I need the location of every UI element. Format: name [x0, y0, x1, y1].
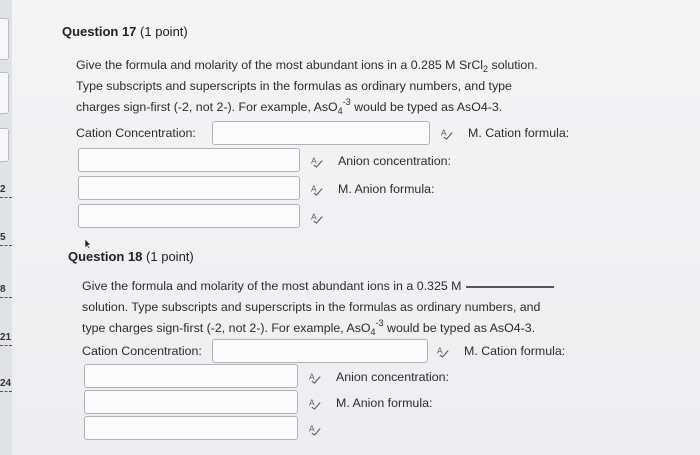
anion-formula-label: M. Anion formula: [336, 396, 433, 410]
svg-text:A: A [310, 211, 317, 222]
question-title-text: Question 18 [68, 249, 143, 264]
svg-text:A: A [308, 423, 315, 434]
anion-formula-label: M. Anion formula: [338, 182, 435, 196]
question-17-title [62, 24, 188, 39]
cation-concentration-label: Cation Concentration: [76, 126, 196, 140]
spellcheck-icon[interactable] [308, 423, 322, 437]
question-17-text: Give the formula and molarity of the most abundant ions in a 0.285 M SrCl$_2$ solution. Type subscripts and superscripts in the formulas as ordinary numbers, and type charges sign-first (-2, not 2-). For example, AsO$_4^{-3}$ would be typed as AsO4-3. [76, 58, 538, 116]
question-18-text: Give the formula and molarity of the most abundant ions in a 0.325 M solution. Type subscripts and superscripts in the formulas as ordinary numbers, and type charges sign-first (-2, not 2-). For example, AsO$_4^{-3}$ would be typed as AsO4-3. [82, 276, 562, 339]
spellcheck-icon[interactable] [310, 155, 324, 169]
q18-cation-formula-input[interactable] [84, 364, 298, 388]
svg-text:A: A [308, 397, 315, 408]
q17-anion-formula-input[interactable] [78, 204, 300, 228]
gutter-marker[interactable]: 5 [0, 232, 12, 246]
gutter-marker[interactable]: 8 [0, 284, 12, 298]
question-18-title [68, 249, 194, 264]
spellcheck-icon[interactable] [310, 211, 324, 225]
question-points: (1 point) [146, 249, 194, 264]
q17-anion-concentration-input[interactable] [78, 176, 300, 200]
gutter-tab[interactable] [0, 18, 9, 60]
question-points: (1 point) [140, 24, 188, 39]
gutter-tab[interactable] [0, 128, 9, 162]
spellcheck-icon[interactable] [436, 345, 450, 359]
gutter-marker[interactable]: 2 [0, 184, 12, 198]
spellcheck-icon[interactable] [308, 397, 322, 411]
q17-cation-formula-input[interactable] [78, 148, 300, 172]
q18-cation-concentration-input[interactable] [212, 339, 428, 363]
gutter-tab[interactable] [0, 72, 9, 114]
anion-concentration-label: Anion concentration: [338, 154, 451, 168]
svg-text:A: A [310, 155, 317, 166]
gutter-marker[interactable]: 21 [0, 332, 12, 346]
gutter-marker[interactable]: 24 [0, 378, 12, 392]
question-title-text: Question 17 [62, 24, 137, 39]
q18-anion-formula-input[interactable] [84, 416, 298, 440]
anion-concentration-label: Anion concentration: [336, 370, 449, 384]
svg-text:A: A [308, 371, 315, 382]
svg-text:A: A [436, 345, 443, 356]
spellcheck-icon[interactable] [440, 127, 454, 141]
cropped-formula [466, 278, 554, 288]
cation-concentration-label: Cation Concentration: [82, 344, 202, 358]
cation-formula-label: M. Cation formula: [468, 126, 570, 140]
spellcheck-icon[interactable] [310, 183, 324, 197]
svg-text:A: A [310, 183, 317, 194]
spellcheck-icon[interactable] [308, 371, 322, 385]
q17-cation-concentration-input[interactable] [212, 121, 430, 145]
q18-anion-concentration-input[interactable] [84, 390, 298, 414]
svg-text:A: A [440, 127, 447, 138]
cation-formula-label: M. Cation formula: [464, 344, 566, 358]
